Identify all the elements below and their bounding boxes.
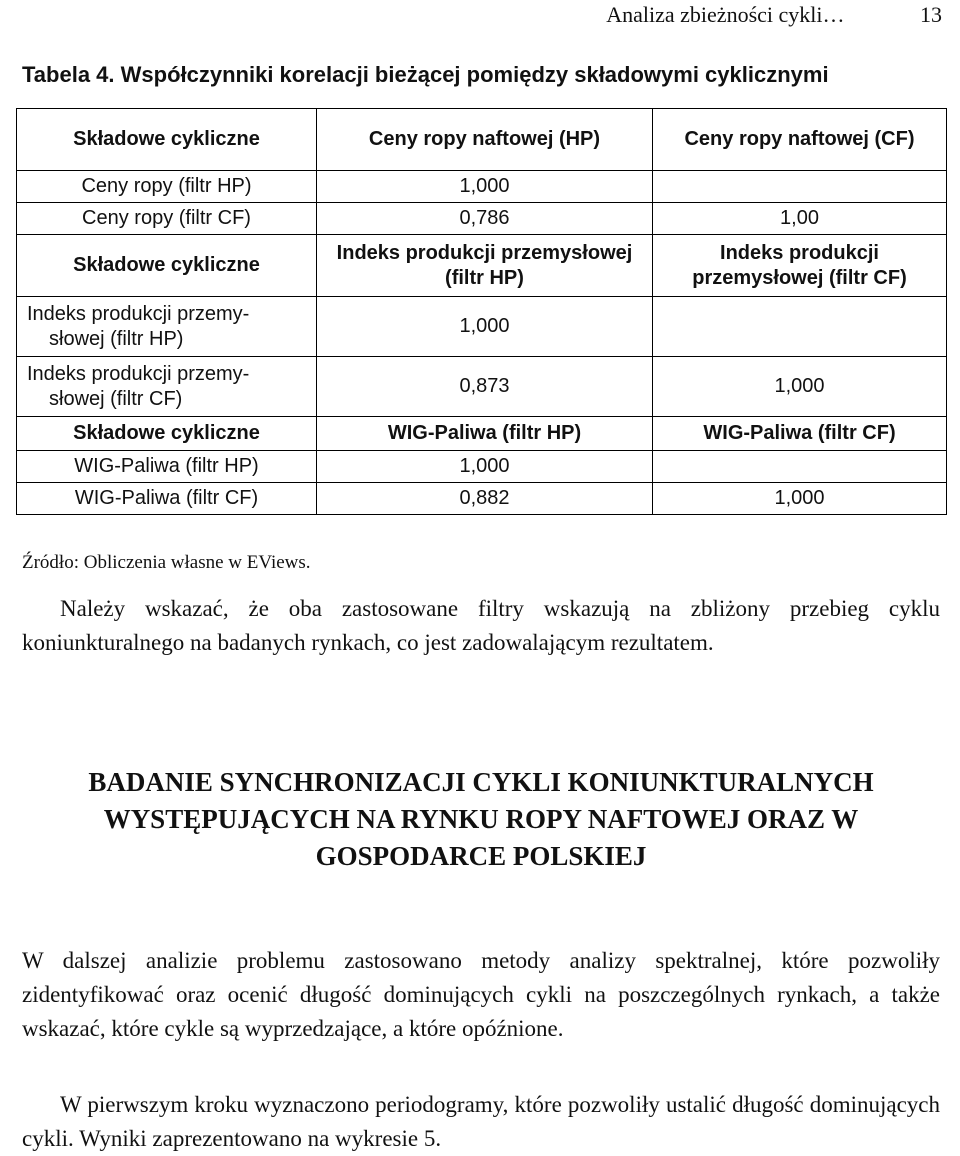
paragraph-3: W pierwszym kroku wyznaczono periodogramy, które pozwoliły ustalić długość dominujących cykli. Wyniki zaprezentowano na wykresie 5. bbox=[22, 1092, 940, 1151]
row-label bbox=[17, 297, 317, 357]
running-header bbox=[606, 2, 942, 28]
table-row bbox=[17, 483, 947, 515]
header-cell: Indeks produkcji przemysłowej (filtr HP) bbox=[317, 235, 653, 297]
table-row bbox=[17, 203, 947, 235]
row-label-line: Indeks produkcji przemy- bbox=[27, 362, 250, 385]
table-cell: 0,786 bbox=[317, 203, 653, 235]
row-label-line: słowej (filtr CF) bbox=[49, 387, 183, 410]
table-header-row bbox=[17, 235, 947, 297]
row-label bbox=[17, 357, 317, 417]
table-source-note: Źródło: Obliczenia własne w EViews. bbox=[22, 552, 311, 573]
table-cell: 1,000 bbox=[317, 297, 653, 357]
table-caption: Tabela 4. Współczynniki korelacji bieżącej pomiędzy składowymi cyklicznymi bbox=[22, 62, 829, 87]
table-cell: 0,873 bbox=[317, 357, 653, 417]
row-label: WIG-Paliwa (filtr CF) bbox=[17, 483, 317, 515]
header-cell: Składowe cykliczne bbox=[17, 109, 317, 171]
row-label: Ceny ropy (filtr HP) bbox=[17, 171, 317, 203]
table-cell: 1,00 bbox=[653, 203, 947, 235]
page-number: 13 bbox=[920, 2, 942, 27]
table-header-row bbox=[17, 417, 947, 451]
paragraph-1: Należy wskazać, że oba zastosowane filtry wskazują na zbliżony przebieg cyklu koniunkturalnego na badanych rynkach, co jest zadowalającym rezultatem. bbox=[22, 596, 940, 655]
section-heading: BADANIE SYNCHRONIZACJI CYKLI KONIUNKTURALNYCH WYSTĘPUJĄCYCH NA RYNKU ROPY NAFTOWEJ ORAZ W GOSPODARCE POLSKIEJ bbox=[88, 767, 874, 871]
table-cell: 1,000 bbox=[653, 357, 947, 417]
header-cell: Składowe cykliczne bbox=[17, 417, 317, 451]
correlation-table bbox=[16, 108, 947, 515]
header-cell: WIG-Paliwa (filtr CF) bbox=[653, 417, 947, 451]
table-row bbox=[17, 451, 947, 483]
row-label-line: Indeks produkcji przemy- bbox=[27, 302, 250, 325]
header-cell: Składowe cykliczne bbox=[17, 235, 317, 297]
table-row bbox=[17, 357, 947, 417]
table-cell: 1,000 bbox=[317, 171, 653, 203]
table-cell bbox=[653, 451, 947, 483]
header-cell: Ceny ropy naftowej (CF) bbox=[653, 109, 947, 171]
table-header-row bbox=[17, 109, 947, 171]
table-cell: 1,000 bbox=[317, 451, 653, 483]
running-title: Analiza zbieżności cykli… bbox=[606, 2, 845, 27]
row-label: Ceny ropy (filtr CF) bbox=[17, 203, 317, 235]
header-cell: WIG-Paliwa (filtr HP) bbox=[317, 417, 653, 451]
table-row bbox=[17, 171, 947, 203]
row-label-line: słowej (filtr HP) bbox=[49, 327, 184, 350]
table-cell bbox=[653, 171, 947, 203]
header-cell: Indeks produkcji przemysłowej (filtr CF) bbox=[653, 235, 947, 297]
paragraph-2: W dalszej analizie problemu zastosowano metody analizy spektralnej, które pozwoliły zidentyfikować oraz ocenić długość dominujących cykli na poszczególnych rynkach, a także wskazać, które cykle są wyprzedzające, a które opóźnione. bbox=[22, 948, 940, 1041]
table-row bbox=[17, 297, 947, 357]
table-cell: 0,882 bbox=[317, 483, 653, 515]
row-label: WIG-Paliwa (filtr HP) bbox=[17, 451, 317, 483]
table-cell: 1,000 bbox=[653, 483, 947, 515]
header-cell: Ceny ropy naftowej (HP) bbox=[317, 109, 653, 171]
table-cell bbox=[653, 297, 947, 357]
